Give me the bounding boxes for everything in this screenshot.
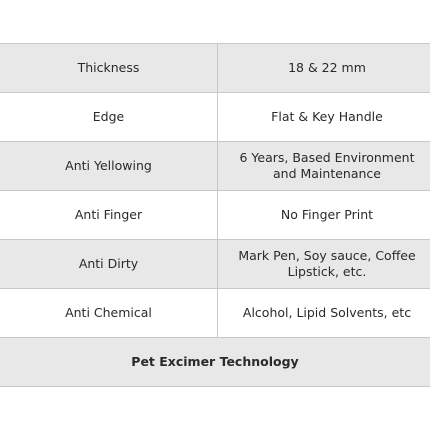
row-value-text: Alcohol, Lipid Solvents, etc bbox=[242, 305, 412, 320]
row-value bbox=[218, 289, 430, 337]
table-row-anti-chemical bbox=[0, 289, 430, 338]
row-value-text: Mark Pen, Soy sauce, Coffee Lipstick, etc. bbox=[238, 248, 416, 279]
table-footer-text: Pet Excimer Technology bbox=[131, 354, 299, 369]
table-footer-row bbox=[0, 338, 430, 387]
row-value bbox=[218, 44, 430, 92]
spec-table bbox=[0, 43, 430, 387]
table-row-thickness bbox=[0, 44, 430, 93]
table-row-anti-yellowing bbox=[0, 142, 430, 191]
row-value bbox=[218, 240, 430, 288]
row-value bbox=[218, 191, 430, 239]
table-row-anti-dirty bbox=[0, 240, 430, 289]
row-label: Anti Yellowing bbox=[0, 142, 218, 190]
row-value-text: No Finger Print bbox=[280, 207, 374, 222]
row-value-text: 6 Years, Based Environment and Maintenance bbox=[239, 150, 415, 181]
row-value-text: Flat & Key Handle bbox=[271, 109, 383, 124]
row-label: Anti Dirty bbox=[0, 240, 218, 288]
row-label: Thickness bbox=[0, 44, 218, 92]
row-value-text: 18 & 22 mm bbox=[288, 60, 366, 75]
row-value bbox=[218, 142, 430, 190]
row-label: Edge bbox=[0, 93, 218, 141]
table-row-anti-finger bbox=[0, 191, 430, 240]
row-label: Anti Chemical bbox=[0, 289, 218, 337]
table-row-edge bbox=[0, 93, 430, 142]
row-value bbox=[218, 93, 430, 141]
row-label: Anti Finger bbox=[0, 191, 218, 239]
